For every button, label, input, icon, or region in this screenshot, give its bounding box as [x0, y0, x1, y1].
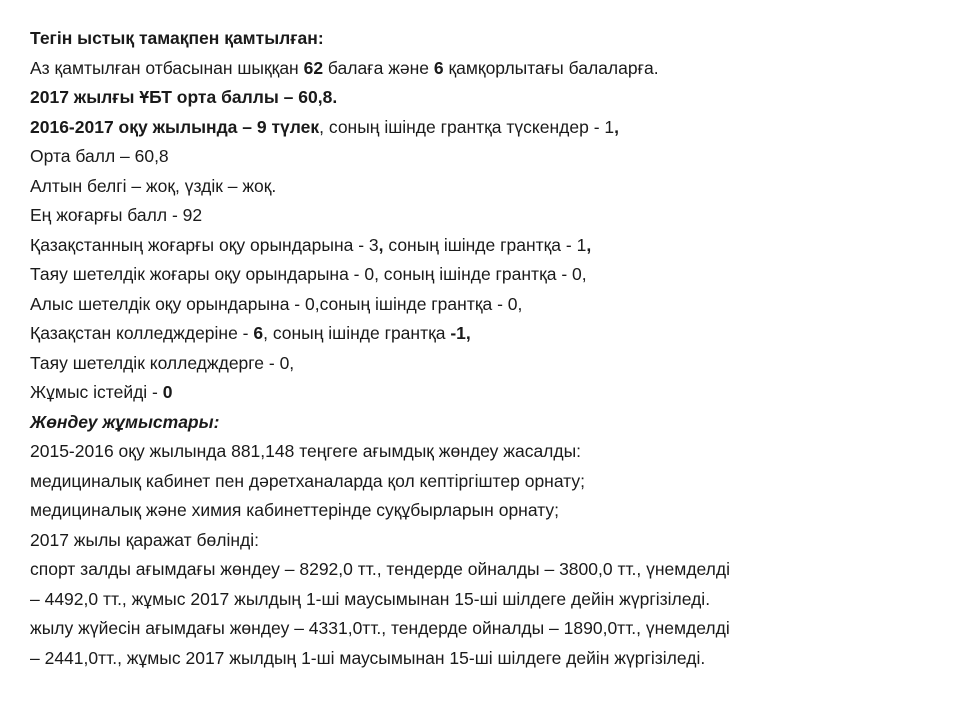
kz-colleges-grant-count: -1, [450, 323, 471, 343]
graduates-comma: , [614, 116, 619, 137]
kz-universities-comma-a: , [378, 234, 384, 255]
average-score-line: Орта балл – 60,8 [30, 146, 169, 166]
repairs-heading: Жөндеу жұмыстары: [30, 411, 220, 432]
kz-universities-line [30, 231, 945, 261]
repairs-line: медициналық кабинет пен дәретханаларда қол кептіргіштер орнату; [30, 470, 586, 491]
kz-colleges-text-a: Қазақстан колледждеріне - [30, 323, 254, 343]
meals-text-c: қамқорлытағы балаларға. [443, 57, 659, 78]
kz-universities-comma-b: , [586, 234, 592, 255]
employed-count: 0 [162, 382, 173, 402]
report-text [30, 24, 945, 673]
ubt-average-line: 2017 жылғы ҰБТ орта баллы – 60,8. [30, 87, 338, 107]
graduates-grant-text: , соның ішінде грантқа түскендер - 1 [319, 116, 615, 137]
repairs-line: медициналық және химия кабинеттерінде суқұбырларын орнату; [30, 500, 560, 520]
near-abroad-colleges-line: Таяу шетелдік колледждерге - 0, [30, 352, 295, 373]
kz-colleges-line [30, 319, 945, 349]
meals-text-a: Аз қамтылған отбасынан шыққан [30, 57, 304, 78]
meals-line [30, 54, 945, 84]
near-abroad-universities-line: Таяу шетелдік жоғары оқу орындарына - 0, соның ішінде грантқа - 0, [30, 264, 587, 284]
repairs-line: 2015-2016 оқу жылында 881,148 теңгеге ағымдық жөндеу жасалды: [30, 441, 582, 461]
repairs-line: спорт залды ағымдағы жөндеу – 8292,0 тт., тендерде ойналды – 3800,0 тт., үнемделді [30, 559, 730, 579]
graduates-line [30, 113, 945, 143]
far-abroad-universities-line: Алыс шетелдік оқу орындарына - 0,соның ішінде грантқа - 0, [30, 293, 523, 314]
repairs-line: жылу жүйесін ағымдағы жөндеу – 4331,0тт., тендерде ойналды – 1890,0тт., үнемделді [30, 618, 730, 638]
top-score-line: Ең жоғарғы балл - 92 [30, 205, 203, 225]
employed-text: Жұмыс істейді - [30, 382, 163, 402]
meals-count-guardianship: 6 [433, 57, 444, 78]
repairs-line: – 2441,0тт., жұмыс 2017 жылдың 1-ші маусымынан 15-ші шілдеге дейін жүргізіледі. [30, 647, 706, 668]
repairs-line: 2017 жылы қаражат бөлінді: [30, 529, 259, 550]
kz-universities-text-a: Қазақстанның жоғарғы оқу орындарына - 3 [30, 234, 379, 255]
employed-line [30, 378, 945, 408]
kz-universities-text-b: соның ішінде грантқа - 1 [383, 234, 587, 255]
meals-text-b: балаға және [323, 57, 434, 78]
medals-line: Алтын белгі – жоқ, үздік – жоқ. [30, 175, 277, 196]
kz-colleges-count: 6 [253, 323, 264, 343]
graduates-count: 2016-2017 оқу жылында – 9 түлек [30, 116, 320, 137]
meals-count-low-income: 62 [303, 57, 324, 78]
meals-heading: Тегін ыстық тамақпен қамтылған: [30, 28, 324, 48]
kz-colleges-text-b: , соның ішінде грантқа [263, 323, 451, 343]
repairs-line: – 4492,0 тт., жұмыс 2017 жылдың 1-ші маусымынан 15-ші шілдеге дейін жүргізіледі. [30, 588, 711, 609]
